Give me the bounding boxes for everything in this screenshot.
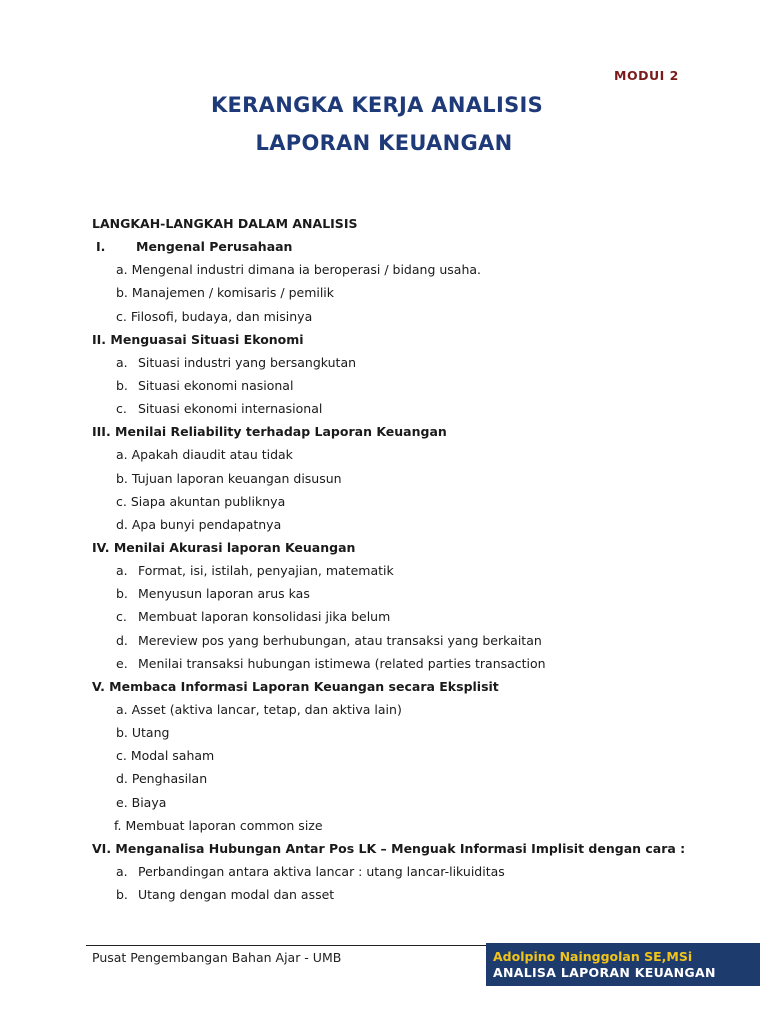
list-letter: e. bbox=[116, 655, 128, 671]
footer-divider bbox=[86, 945, 486, 946]
list-text: Utang dengan modal dan asset bbox=[138, 887, 335, 903]
list-letter: c. bbox=[116, 401, 127, 417]
list-item bbox=[92, 860, 728, 883]
list-item bbox=[92, 374, 728, 397]
list-item bbox=[92, 582, 728, 605]
list-text: Membuat laporan konsolidasi jika belum bbox=[138, 609, 391, 625]
list-text: Format, isi, istilah, penyajian, matematik bbox=[138, 563, 394, 579]
list-item: c. Modal saham bbox=[116, 748, 215, 764]
list-letter: b. bbox=[116, 377, 128, 393]
list-text: Situasi industri yang bersangkutan bbox=[138, 354, 357, 370]
list-letter: a. bbox=[116, 354, 128, 370]
steps-heading: LANGKAH-LANGKAH DALAM ANALISIS bbox=[92, 216, 358, 231]
list-item: b. Utang bbox=[116, 725, 170, 741]
list-letter: b. bbox=[116, 887, 128, 903]
section-heading-4: IV. Menilai Akurasi laporan Keuangan bbox=[92, 539, 356, 555]
footer-author: Adolpino Nainggolan SE,MSi bbox=[493, 949, 693, 964]
module-label: MODUI 2 bbox=[614, 68, 679, 83]
list-item bbox=[92, 559, 728, 582]
list-text: Situasi ekonomi nasional bbox=[138, 377, 294, 393]
section-heading-1 bbox=[92, 235, 728, 258]
list-item: a. Apakah diaudit atau tidak bbox=[116, 447, 293, 463]
list-item: c. Filosofi, budaya, dan misinya bbox=[116, 308, 313, 324]
list-item: b. Tujuan laporan keuangan disusun bbox=[116, 470, 342, 486]
list-item: a. Mengenal industri dimana ia beroperasi / bidang usaha. bbox=[116, 262, 482, 278]
list-item bbox=[92, 397, 728, 420]
list-text: Situasi ekonomi internasional bbox=[138, 401, 323, 417]
page-title-line-1: KERANGKA KERJA ANALISIS bbox=[210, 93, 544, 117]
list-letter: a. bbox=[116, 563, 128, 579]
list-text: Menilai transaksi hubungan istimewa (related parties transaction bbox=[138, 655, 546, 671]
section-heading-3: III. Menilai Reliability terhadap Laporan Keuangan bbox=[92, 424, 447, 440]
section-heading-2: II. Menguasai Situasi Ekonomi bbox=[92, 331, 304, 347]
list-letter: b. bbox=[116, 586, 128, 602]
list-item: f. Membuat laporan common size bbox=[114, 817, 323, 833]
list-text: Perbandingan antara aktiva lancar : utang lancar-likuiditas bbox=[138, 863, 505, 879]
list-letter: a. bbox=[116, 863, 128, 879]
list-letter: d. bbox=[116, 632, 128, 648]
section-title: Mengenal Perusahaan bbox=[136, 239, 293, 255]
list-text: Menyusun laporan arus kas bbox=[138, 586, 310, 602]
list-letter: c. bbox=[116, 609, 127, 625]
section-heading-5: V. Membaca Informasi Laporan Keuangan secara Eksplisit bbox=[92, 678, 499, 694]
list-item bbox=[92, 629, 728, 652]
list-item: b. Manajemen / komisaris / pemilik bbox=[116, 285, 335, 301]
footer-author-box bbox=[486, 943, 760, 986]
list-item bbox=[92, 351, 728, 374]
list-item: d. Penghasilan bbox=[116, 771, 208, 787]
section-heading-6: VI. Menganalisa Hubungan Antar Pos LK – Menguak Informasi Implisit dengan cara : bbox=[92, 840, 686, 856]
list-item: d. Apa bunyi pendapatnya bbox=[116, 516, 282, 532]
document-body bbox=[92, 212, 728, 906]
list-item: c. Siapa akuntan publiknya bbox=[116, 493, 286, 509]
list-item bbox=[92, 652, 728, 675]
list-text: Mereview pos yang berhubungan, atau transaksi yang berkaitan bbox=[138, 632, 542, 648]
section-number: I. bbox=[96, 239, 106, 255]
footer-publisher: Pusat Pengembangan Bahan Ajar - UMB bbox=[92, 950, 342, 965]
list-item: a. Asset (aktiva lancar, tetap, dan aktiva lain) bbox=[116, 701, 402, 717]
footer-course-title: ANALISA LAPORAN KEUANGAN bbox=[493, 965, 716, 980]
list-item bbox=[92, 883, 728, 906]
list-item bbox=[92, 605, 728, 628]
list-item: e. Biaya bbox=[116, 794, 167, 810]
page-title-line-2: LAPORAN KEUANGAN bbox=[255, 131, 513, 155]
